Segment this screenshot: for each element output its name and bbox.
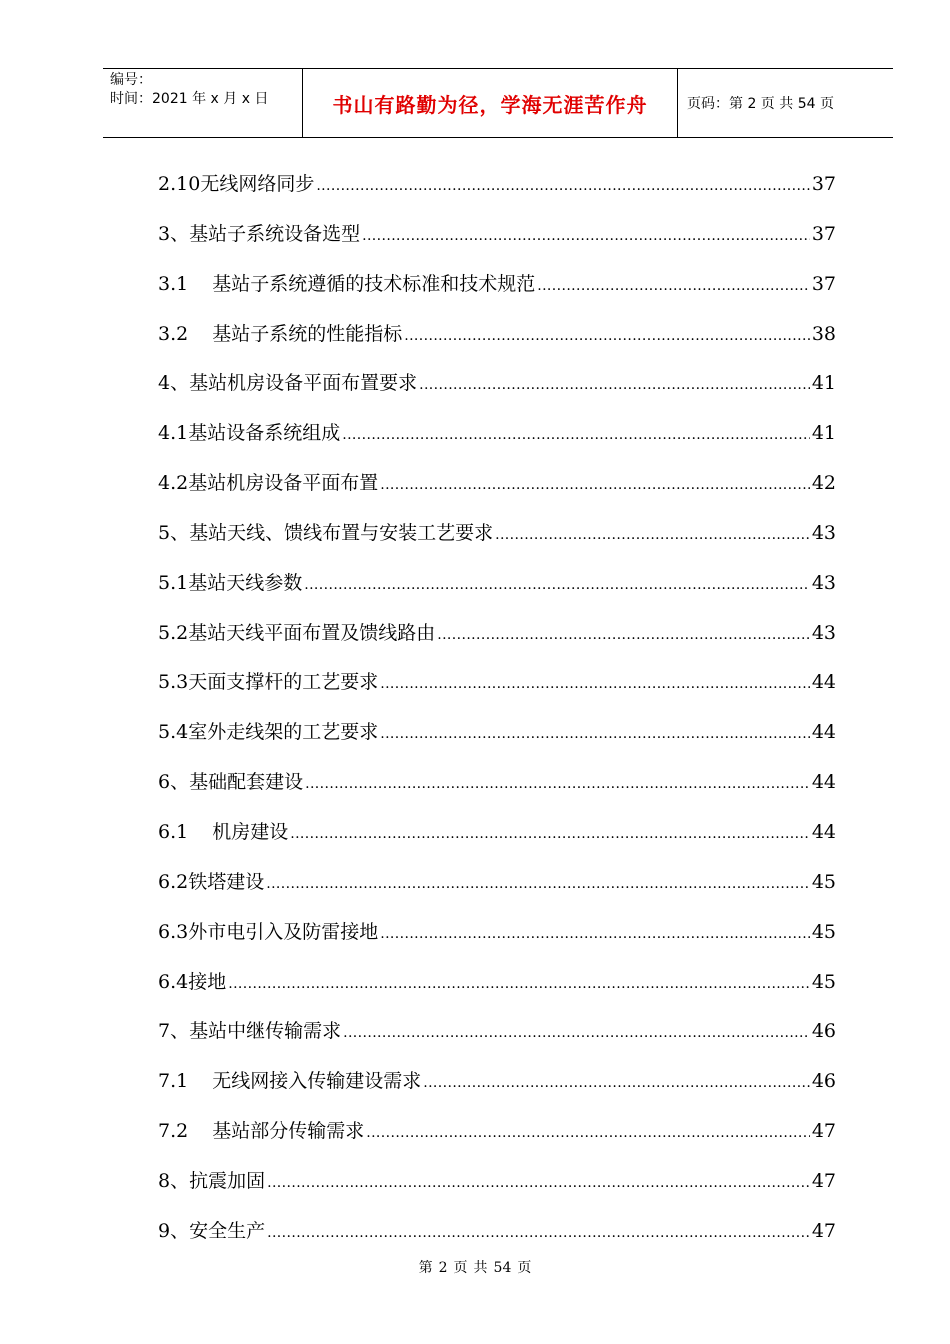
toc-entry[interactable] — [158, 664, 836, 714]
toc-entry-title: 基站机房设备平面布置要求 — [189, 372, 418, 395]
toc-entry-number: 5.4 — [158, 721, 189, 744]
toc-entry-number: 4.1 — [158, 422, 189, 445]
toc-dot-leader — [290, 816, 810, 852]
toc-dot-leader — [267, 1215, 810, 1251]
toc-entry[interactable] — [158, 515, 836, 565]
toc-entry-page: 43 — [811, 571, 836, 594]
table-of-contents — [158, 166, 836, 1263]
footer-total-label: 共 — [473, 1260, 488, 1276]
toc-entry-page: 41 — [811, 372, 836, 395]
toc-entry-number: 7.1 — [158, 1070, 189, 1093]
toc-entry-page: 38 — [811, 322, 836, 345]
footer-prefix: 第 — [418, 1260, 433, 1276]
toc-dot-leader — [380, 916, 810, 952]
header-time-label: 时间：2021 年 x 月 x 日 — [110, 91, 269, 107]
toc-entry[interactable] — [158, 814, 836, 864]
toc-entry-title: 基站中继传输需求 — [189, 1020, 342, 1043]
toc-entry-page: 43 — [811, 621, 836, 644]
header-code-label: 编号： — [110, 72, 152, 88]
toc-dot-leader — [304, 567, 810, 603]
toc-entry-title: 铁塔建设 — [188, 870, 265, 893]
toc-entry-title: 基础配套建设 — [189, 771, 304, 794]
toc-entry-page: 47 — [811, 1169, 836, 1192]
toc-dot-leader — [228, 966, 810, 1002]
toc-entry-page: 43 — [811, 521, 836, 544]
toc-entry-number: 3.1 — [158, 272, 189, 295]
toc-entry[interactable] — [158, 615, 836, 665]
toc-entry-number: 2.10 — [158, 173, 201, 195]
toc-entry-page: 44 — [811, 671, 836, 694]
toc-entry-number: 7、 — [158, 1020, 190, 1043]
toc-entry[interactable] — [158, 365, 836, 415]
toc-dot-leader — [343, 1015, 810, 1051]
footer-suffix: 页 — [517, 1260, 532, 1276]
toc-entry-page: 41 — [811, 422, 836, 445]
toc-dot-leader — [419, 367, 810, 403]
toc-entry-page: 46 — [811, 1020, 836, 1043]
header-meta — [103, 69, 303, 137]
toc-entry-title: 基站天线、馈线布置与安装工艺要求 — [189, 521, 494, 544]
page-header — [103, 68, 893, 138]
toc-dot-leader — [495, 517, 810, 553]
toc-entry[interactable] — [158, 565, 836, 615]
toc-entry-number: 6、 — [158, 771, 190, 794]
toc-entry[interactable] — [158, 1163, 836, 1213]
toc-entry-title: 无线网接入传输建设需求 — [212, 1070, 422, 1093]
toc-entry-page: 42 — [811, 472, 836, 495]
toc-entry[interactable] — [158, 1213, 836, 1263]
toc-entry-page: 47 — [811, 1219, 836, 1242]
toc-entry-page: 45 — [811, 920, 836, 943]
toc-entry-page: 47 — [811, 1120, 836, 1143]
toc-entry-number: 5.1 — [158, 571, 189, 594]
toc-entry[interactable] — [158, 266, 836, 316]
toc-entry-title: 安全生产 — [189, 1219, 266, 1242]
footer-total-pages: 54 — [493, 1260, 512, 1276]
footer-current-page: 2 — [438, 1260, 448, 1276]
toc-entry-title: 无线网络同步 — [200, 173, 315, 195]
toc-entry[interactable] — [158, 764, 836, 814]
toc-entry-page: 44 — [811, 820, 836, 843]
toc-entry-number: 5、 — [158, 521, 190, 544]
toc-entry-number: 6.4 — [158, 970, 189, 993]
header-motto: 书山有路勤为径，学海无涯苦作舟 — [303, 69, 678, 137]
toc-entry[interactable] — [158, 1063, 836, 1113]
toc-entry[interactable] — [158, 415, 836, 465]
toc-dot-leader — [437, 617, 810, 653]
toc-entry-title: 基站天线平面布置及馈线路由 — [188, 621, 436, 644]
toc-entry-title: 天面支撑杆的工艺要求 — [188, 671, 379, 694]
toc-entry-number: 5.3 — [158, 671, 189, 694]
toc-entry-number: 4、 — [158, 372, 190, 395]
toc-entry-page: 45 — [811, 970, 836, 993]
toc-dot-leader — [267, 1165, 810, 1201]
toc-entry-number: 5.2 — [158, 621, 189, 644]
toc-entry-page: 37 — [811, 173, 836, 195]
footer-mid: 页 — [453, 1260, 468, 1276]
toc-entry-number: 6.2 — [158, 870, 189, 893]
toc-entry[interactable] — [158, 864, 836, 914]
toc-entry-number: 3.2 — [158, 322, 189, 345]
toc-dot-leader — [380, 716, 810, 752]
toc-entry[interactable] — [158, 316, 836, 366]
toc-entry-page: 37 — [811, 222, 836, 245]
toc-dot-leader — [366, 1115, 810, 1151]
toc-entry-page: 44 — [811, 771, 836, 794]
toc-entry-title: 基站子系统遵循的技术标准和技术规范 — [212, 272, 536, 295]
toc-entry-title: 基站机房设备平面布置 — [188, 472, 379, 495]
toc-entry-number: 4.2 — [158, 472, 189, 495]
toc-entry-title: 基站设备系统组成 — [188, 422, 341, 445]
toc-entry-title: 抗震加固 — [189, 1169, 266, 1192]
toc-entry-title: 外市电引入及防雷接地 — [188, 920, 379, 943]
toc-entry-page: 45 — [811, 870, 836, 893]
toc-entry-number: 6.1 — [158, 820, 189, 843]
toc-dot-leader — [305, 766, 810, 802]
page-footer — [0, 1257, 950, 1277]
toc-entry-title: 机房建设 — [212, 820, 289, 843]
toc-entry-title: 基站子系统设备选型 — [189, 222, 361, 245]
toc-dot-leader — [362, 218, 810, 254]
toc-entry-title: 基站天线参数 — [188, 571, 303, 594]
toc-entry-title: 基站子系统的性能指标 — [212, 322, 403, 345]
toc-entry[interactable] — [158, 964, 836, 1014]
toc-dot-leader — [380, 666, 810, 702]
toc-dot-leader — [316, 168, 809, 204]
toc-entry-page: 44 — [811, 721, 836, 744]
toc-entry[interactable] — [158, 465, 836, 515]
toc-dot-leader — [423, 1065, 810, 1101]
toc-dot-leader — [266, 866, 810, 902]
toc-entry[interactable] — [158, 1113, 836, 1163]
toc-entry-number: 7.2 — [158, 1120, 189, 1143]
toc-entry-number: 9、 — [158, 1219, 190, 1242]
toc-entry-number: 6.3 — [158, 920, 189, 943]
toc-dot-leader — [380, 467, 810, 503]
toc-entry-title: 基站部分传输需求 — [212, 1120, 365, 1143]
toc-entry-title: 接地 — [188, 970, 227, 993]
toc-entry[interactable] — [158, 166, 836, 216]
toc-entry-title: 室外走线架的工艺要求 — [188, 721, 379, 744]
toc-entry-number: 8、 — [158, 1169, 190, 1192]
toc-dot-leader — [404, 318, 810, 354]
toc-dot-leader — [342, 417, 810, 453]
toc-entry[interactable] — [158, 914, 836, 964]
toc-entry-page: 46 — [811, 1070, 836, 1093]
toc-entry[interactable] — [158, 714, 836, 764]
toc-dot-leader — [537, 268, 810, 304]
toc-entry[interactable] — [158, 1013, 836, 1063]
toc-entry[interactable] — [158, 216, 836, 266]
toc-entry-page: 37 — [811, 272, 836, 295]
header-page-info: 页码：第 2 页 共 54 页 — [687, 96, 834, 112]
toc-entry-number: 3、 — [158, 222, 190, 245]
